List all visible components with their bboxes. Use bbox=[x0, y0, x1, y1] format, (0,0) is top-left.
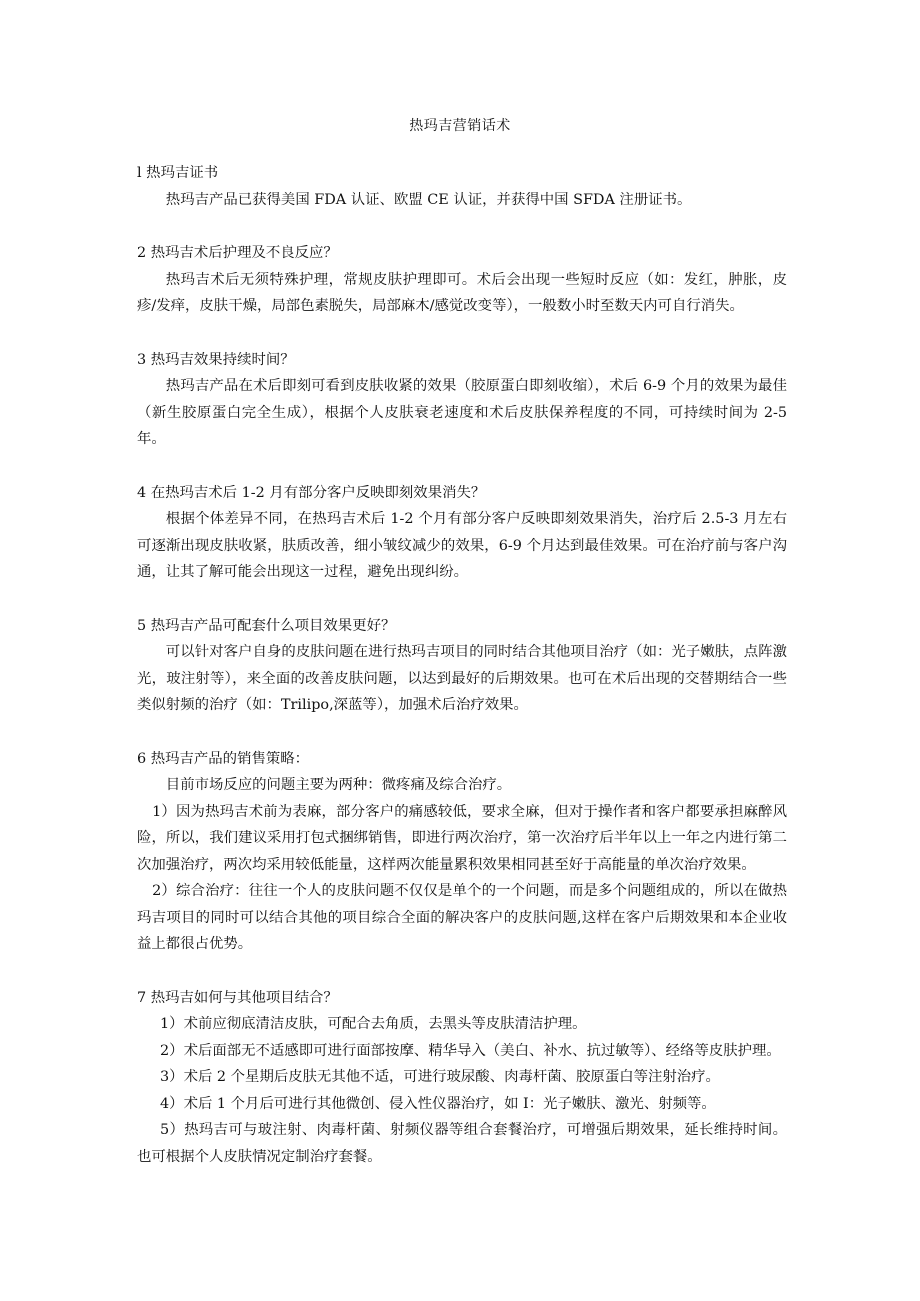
section-heading: 3 热玛吉效果持续时间？ bbox=[137, 351, 295, 368]
document-body bbox=[137, 160, 787, 1197]
list-item: 1）术前应彻底清洁皮肤，可配合去角质，去黑头等皮肤清洁护理。 bbox=[160, 1016, 587, 1032]
section-certificate bbox=[137, 160, 787, 213]
list-item: 4）术后 1 个月后可进行其他微创、侵入性仪器治疗，如 I：光子嫩肤、激光、射频等。 bbox=[160, 1095, 716, 1112]
section-intro: 目前市场反应的问题主要为两种：微疼痛及综合治疗。 bbox=[165, 777, 512, 793]
section-heading: 7 热玛吉如何与其他项目结合？ bbox=[137, 989, 338, 1006]
section-paragraph: 根据个体差异不同，在热玛吉术后 1-2 个月有部分客户反映即刻效果消失，治疗后 2.5-3 月左右可逐渐出现皮肤收紧，肤质改善，细小皱纹减少的效果，6-9 个月达到最佳效果。可在治疗前与客户沟通，让其了解可能会出现这一过程，避免出现纠纷。 bbox=[137, 511, 787, 580]
list-item: 3）术后 2 个星期后皮肤无其他不适，可进行玻尿酸、肉毒杆菌、胶原蛋白等注射治疗。 bbox=[160, 1069, 720, 1085]
section-effect-disappear bbox=[137, 480, 787, 586]
section-heading: 6 热玛吉产品的销售策略： bbox=[137, 750, 310, 767]
section-heading: 5 热玛吉产品可配套什么项目效果更好？ bbox=[137, 617, 396, 634]
section-aftercare bbox=[137, 240, 787, 320]
list-item: 1）因为热玛吉术前为表麻，部分客户的痛感较低，要求全麻，但对于操作者和客户都要承担麻醉风险，所以，我们建议采用打包式捆绑销售，即进行两次治疗，第一次治疗后半年以上一年之内进行第二次加强治疗，两次均采用较低能量，这样两次能量累积效果相同甚至好于高能量的单次治疗效果。 bbox=[137, 803, 787, 873]
section-paragraph: 热玛吉术后无须特殊护理，常规皮肤护理即可。术后会出现一些短时反应（如：发红，肿胀，皮疹/发痒，皮肤干燥，局部色素脱失，局部麻木/感觉改变等），一般数小时至数天内可自行消失。 bbox=[137, 271, 787, 314]
section-other-projects bbox=[137, 985, 787, 1171]
section-paragraph: 热玛吉产品在术后即刻可看到皮肤收紧的效果（胶原蛋白即刻收缩），术后 6-9 个月的效果为最佳（新生胶原蛋白完全生成），根据个人皮肤衰老速度和术后皮肤保养程度的不同，可持续时间为 2-5 年。 bbox=[137, 378, 787, 447]
section-paragraph: 热玛吉产品已获得美国 FDA 认证、欧盟 CE 认证，并获得中国 SFDA 注册证书。 bbox=[165, 191, 692, 208]
section-combination-projects bbox=[137, 613, 787, 719]
list-item: 5）热玛吉可与玻注射、肉毒杆菌、射频仪器等组合套餐治疗，可增强后期效果，延长维持时间。也可根据个人皮肤情况定制治疗套餐。 bbox=[137, 1122, 787, 1165]
list-item: 2）综合治疗：往往一个人的皮肤问题不仅仅是单个的一个问题，而是多个问题组成的，所以在做热玛吉项目的同时可以结合其他的项目综合全面的解决客户的皮肤问题,这样在客户后期效果和本企业收益上都很占优势。 bbox=[137, 883, 787, 952]
section-heading: 4 在热玛吉术后 1-2 月有部分客户反映即刻效果消失？ bbox=[137, 484, 486, 501]
section-paragraph: 可以针对客户自身的皮肤问题在进行热玛吉项目的同时结合其他项目治疗（如：光子嫩肤，点阵激光，玻注射等），来全面的改善皮肤问题，以达到最好的后期效果。也可在术后出现的交替期结合一些类似射频的治疗（如：Trilipo,深蓝等），加强术后治疗效果。 bbox=[137, 644, 787, 713]
section-duration bbox=[137, 347, 787, 453]
list-item: 2）术后面部无不适感即可进行面部按摩、精华导入（美白、补水、抗过敏等）、经络等皮肤护理。 bbox=[160, 1042, 781, 1059]
section-sales-strategy bbox=[137, 746, 787, 958]
section-heading: l 热玛吉证书 bbox=[137, 165, 219, 181]
section-heading: 2 热玛吉术后护理及不良反应？ bbox=[137, 245, 338, 261]
document-title: 热玛吉营销话术 bbox=[409, 118, 511, 134]
